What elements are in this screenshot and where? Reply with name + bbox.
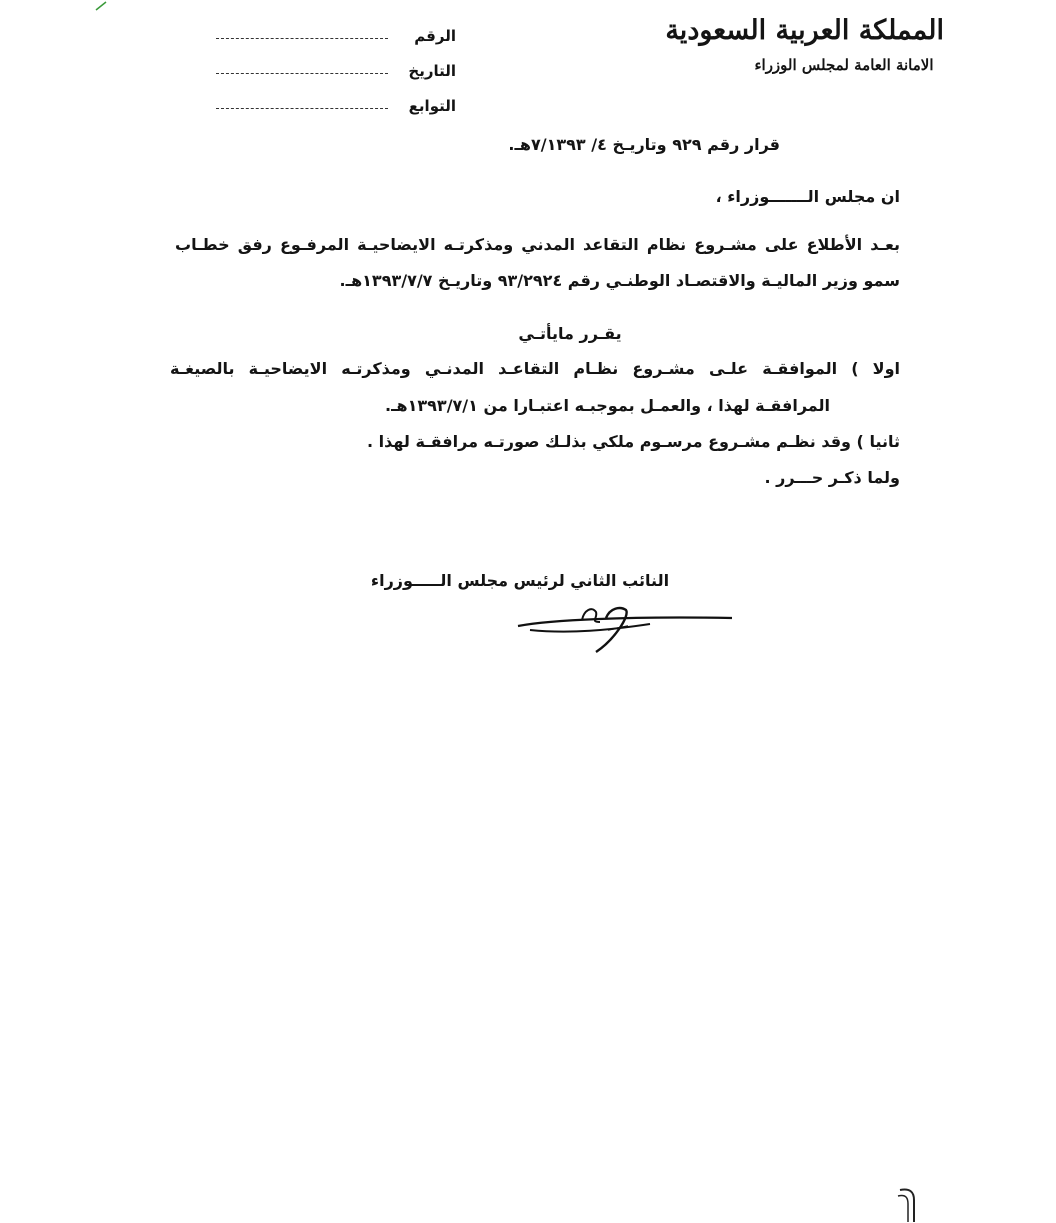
meta-number-row — [216, 10, 456, 45]
decision-number-line: قرار رقم ٩٢٩ وتاريـخ ٤/ ٧/١٣٩٣هـ. — [508, 135, 780, 154]
document-meta — [216, 10, 456, 115]
letterhead — [665, 8, 944, 76]
decides-heading: يقـرر مايأتـي — [518, 324, 622, 343]
paragraph-1-line-1: بعـد الأطلاع على مشـروع نظام التقاعد المدني ومذكرتـه الايضاحيـة المرفـوع رفق خطـاب — [175, 235, 900, 254]
letterhead-subtitle: الامانة العامة لمجلس الوزراء — [754, 56, 934, 74]
item-2-line: ثانيا ) وقد نظـم مشـروع مرسـوم ملكي بذلـك صورتـه مرافقـة لهذا . — [366, 432, 900, 451]
signature-title: النائب الثاني لرئيس مجلس الـــــوزراء — [370, 571, 670, 590]
meta-date-row — [216, 45, 456, 80]
date-blank-line — [216, 72, 388, 74]
letterhead-title: المملكة العربية السعودية — [665, 15, 944, 46]
closing-line: ولما ذكـر حـــرر . — [764, 468, 900, 487]
bottom-bracket-mark — [896, 1186, 920, 1223]
number-blank-line — [216, 37, 388, 39]
number-label: الرقم — [414, 27, 456, 45]
paragraph-1-line-2: سمو وزير الماليـة والاقتصـاد الوطنـي رقم ٩٣/٢٩٢٤ وتاريـخ ١٣٩٣/٧/٧هـ. — [339, 271, 900, 290]
item-1-line-1: اولا ) الموافقـة علـى مشـروع نظـام التقاعـد المدنـي ومذكرتـه الايضاحيـة بالصيغـة — [170, 359, 900, 378]
attachments-label: التوابع — [408, 97, 456, 115]
handwritten-signature — [510, 600, 740, 662]
item-1-line-2: المرافقـة لهذا ، والعمـل بموجبـه اعتبـارا من ١٣٩٣/٧/١هـ. — [384, 396, 830, 415]
meta-attachments-row — [216, 80, 456, 115]
opening-line: ان مجلس الـــــــوزراء ، — [715, 187, 900, 206]
date-label: التاريخ — [408, 62, 456, 80]
corner-check-mark — [94, 0, 114, 12]
attachments-blank-line — [216, 107, 388, 109]
